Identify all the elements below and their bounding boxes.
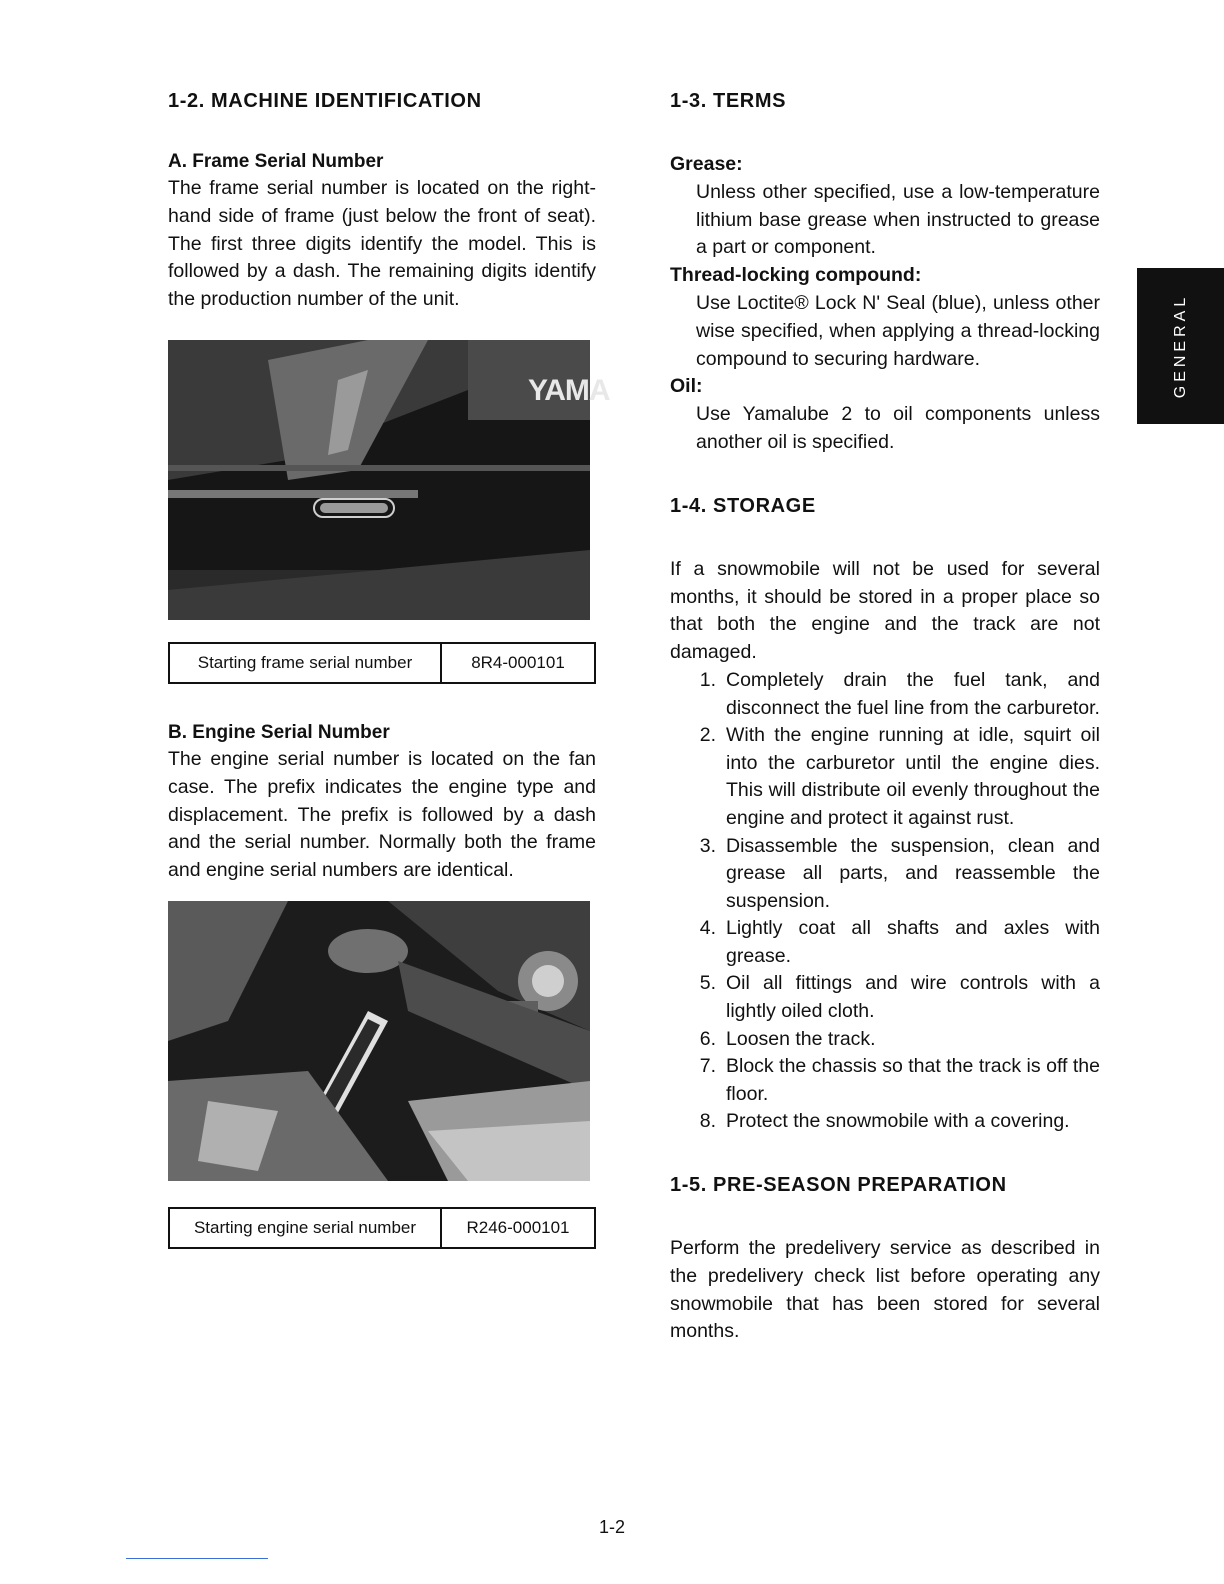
section-heading-storage: 1-4. STORAGE (670, 494, 816, 517)
engine-serial-value: R246-000101 (441, 1208, 595, 1248)
engine-serial-label: Starting engine serial number (169, 1208, 441, 1248)
list-item: 4. Lightly coat all shafts and axles with grease. (699, 917, 1100, 967)
engine-photo-illustration (168, 901, 590, 1181)
left-column (168, 90, 610, 1249)
term-grease-label: Grease: (670, 153, 743, 175)
storage-steps-list (670, 667, 1100, 1136)
term-thread-text: Use Loctite® Lock N' Seal (blue), unless other wise specified, when applying a thread-locking compound to securing hardware. (696, 291, 1100, 370)
page-number: 1-2 (598, 1517, 625, 1537)
list-item: 8. Protect the snowmobile with a covering. (699, 1110, 1070, 1133)
term-oil-text: Use Yamalube 2 to oil components unless another oil is specified. (696, 403, 1100, 453)
section-heading-preseason: 1-5. PRE-SEASON PREPARATION (670, 1174, 1007, 1197)
frame-serial-table (168, 642, 596, 684)
list-item: 2. With the engine running at idle, squirt oil into the carburetor until the engine dies. This will distribute oil evenly throughout the engine and protect it against rust. (699, 724, 1100, 829)
list-item: 1. Completely drain the fuel tank, and disconnect the fuel line from the carburetor. (699, 668, 1100, 719)
frame-serial-photo (168, 340, 610, 620)
photo-badge-text: YAMA (528, 373, 610, 407)
term-thread-label: Thread-locking compound: (670, 264, 922, 287)
storage-intro-text: If a snowmobile will not be used for several months, it should be stored in a proper place so that both the engine and the track are not damaged. (670, 557, 1100, 664)
general-side-tab (1137, 268, 1224, 424)
list-item: 6. Loosen the track. (699, 1027, 876, 1050)
side-tab-label: GENERAL (1171, 293, 1189, 399)
engine-serial-photo (168, 901, 590, 1181)
term-oil-label: Oil: (670, 375, 703, 398)
frame-photo-illustration (168, 340, 590, 620)
section-heading-machine-identification: 1-2. MACHINE IDENTIFICATION (168, 90, 482, 112)
engine-serial-text: The engine serial number is located on the fan case. The prefix indicates the engine type and displacement. The prefix is followed by a dash and the serial number. Normally both the frame and engine serial numbers are identical. (168, 747, 596, 882)
right-column (670, 90, 1100, 1346)
subheading-engine-serial: B. Engine Serial Number (168, 721, 390, 743)
subheading-frame-serial: A. Frame Serial Number (168, 151, 384, 172)
section-heading-terms: 1-3. TERMS (670, 90, 787, 112)
engine-serial-table (168, 1207, 596, 1249)
preseason-text: Perform the predelivery service as described in the predelivery check list before operating any snowmobile that has been stored for several months. (670, 1237, 1100, 1343)
frame-serial-label: Starting frame serial number (169, 643, 441, 683)
list-item: 5. Oil all fittings and wire controls with a lightly oiled cloth. (699, 972, 1100, 1023)
list-item: 7. Block the chassis so that the track is off the floor. (699, 1055, 1100, 1105)
frame-serial-value: 8R4-000101 (441, 643, 595, 683)
term-grease-text: Unless other specified, use a low-temperature lithium base grease when instructed to grease a part or component. (696, 180, 1100, 259)
list-item: 3. Disassemble the suspension, clean and grease all parts, and reassemble the suspension. (699, 834, 1100, 912)
frame-serial-text: The frame serial number is located on the right-hand side of frame (just below the front of seat). The first three digits identify the model. This is followed by a dash. The remaining digits identify the production number of the unit. (168, 177, 596, 311)
footer-divider (126, 1558, 268, 1559)
